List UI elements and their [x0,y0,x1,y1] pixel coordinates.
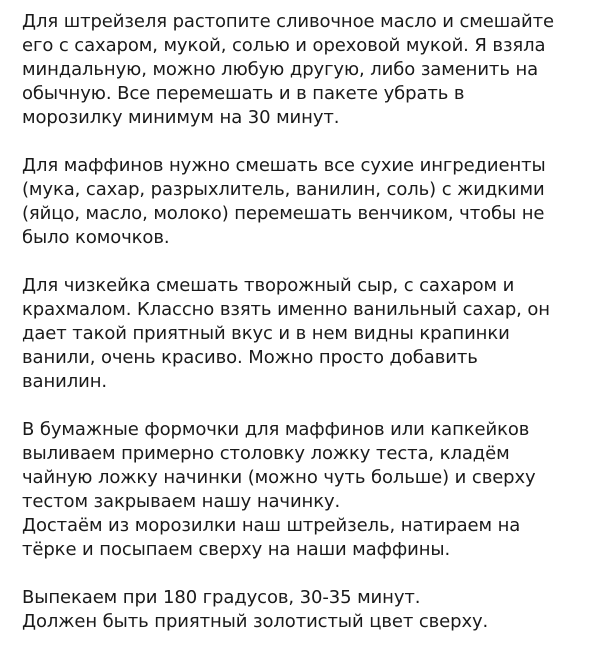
text-line: (мука, сахар, разрыхлитель, ванилин, соль) с жидкими [22,179,545,200]
text-line: Для чизкейка смешать творожный сыр, с сахаром и [22,275,515,296]
paragraph-gap [22,562,592,586]
paragraph-assembly [22,418,592,562]
paragraph-gap [22,250,592,274]
paragraph-gap [22,130,592,154]
recipe-text [22,10,592,634]
paragraph-muffins [22,154,592,250]
text-line: тестом закрываем нашу начинку. [22,491,341,512]
text-line: Для маффинов нужно смешать все сухие ингредиенты [22,155,546,176]
text-line: Должен быть приятный золотистый цвет сверху. [22,611,489,632]
text-line: его с сахаром, мукой, солью и ореховой мукой. Я взяла [22,35,546,56]
text-line: миндальную, можно любую другую, либо заменить на [22,59,539,80]
text-line: тёрке и посыпаем сверху на наши маффины. [22,539,451,560]
text-line: В бумажные формочки для маффинов или капкейков [22,419,530,440]
text-line: чайную ложку начинки (можно чуть больше) и сверху [22,467,536,488]
text-line: Для штрейзеля растопите сливочное масло и смешайте [22,11,554,32]
text-line: обычную. Все перемешать и в пакете убрать в [22,83,465,104]
text-line: дает такой приятный вкус и в нем видны крапинки [22,323,510,344]
text-line: ванилин. [22,371,107,392]
text-line: Выпекаем при 180 градусов, 30-35 минут. [22,587,421,608]
text-line: ванили, очень красиво. Можно просто добавить [22,347,478,368]
text-line: было комочков. [22,227,170,248]
text-line: морозилку минимум на 30 минут. [22,107,340,128]
paragraph-baking [22,586,592,634]
text-line: (яйцо, масло, молоко) перемешать венчиком, чтобы не [22,203,545,224]
paragraph-streusel [22,10,592,130]
text-line: крахмалом. Классно взять именно ванильный сахар, он [22,299,550,320]
paragraph-cheesecake [22,274,592,394]
text-line: выливаем примерно столовку ложку теста, кладём [22,443,510,464]
paragraph-gap [22,394,592,418]
text-line: Достаём из морозилки наш штрейзель, натираем на [22,515,521,536]
